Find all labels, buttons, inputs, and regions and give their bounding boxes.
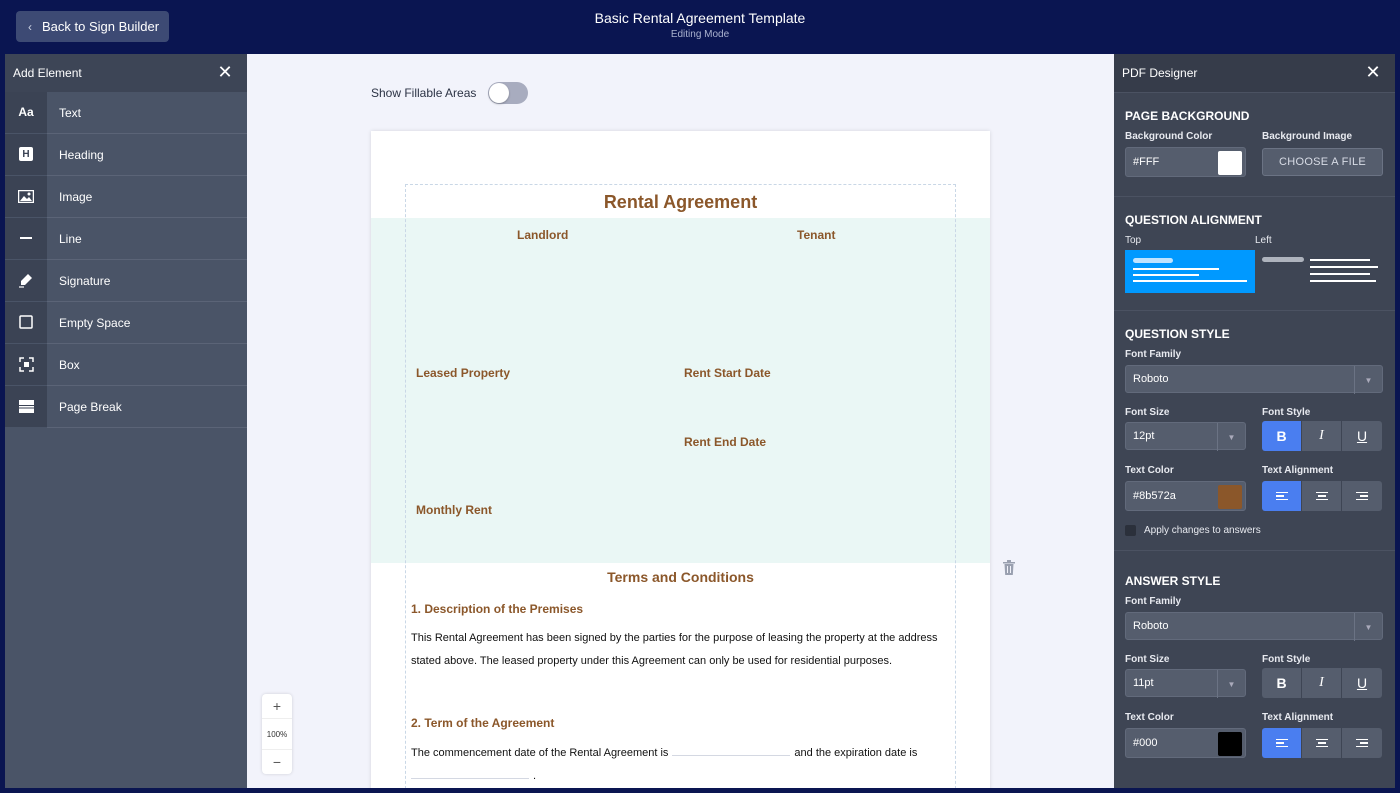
question-alignment-section (1114, 196, 1395, 310)
document-page (371, 131, 990, 788)
a-text-align-group (1262, 728, 1382, 758)
close-add-element-icon[interactable]: ✕ (217, 62, 233, 82)
pdf-designer-panel (1114, 54, 1395, 788)
q-font-size-value: 12pt (1133, 430, 1155, 442)
apply-to-answers-row (1125, 525, 1261, 536)
box-icon (5, 344, 47, 386)
a-text-color-swatch[interactable] (1218, 732, 1242, 756)
zoom-level: 100% (262, 718, 292, 750)
trash-icon[interactable] (1002, 560, 1016, 576)
section-1-title[interactable]: 1. Description of the Premises (411, 602, 584, 616)
leased-property-label[interactable]: Leased Property (416, 366, 511, 380)
page-title: Basic Rental Agreement Template (594, 10, 806, 26)
choose-file-button[interactable]: CHOOSE A FILE (1262, 148, 1383, 176)
a-font-style-label: Font Style (1262, 654, 1311, 665)
chevron-down-icon: ▼ (1217, 670, 1245, 698)
q-text-align-label: Text Alignment (1262, 465, 1334, 476)
q-font-family-value: Roboto (1133, 373, 1169, 385)
section-2-text-b: and the expiration date is (794, 747, 918, 759)
element-item-label: Image (59, 189, 93, 204)
element-item-empty-space[interactable] (5, 302, 247, 344)
bg-color-label: Background Color (1125, 131, 1213, 142)
image-icon (5, 176, 47, 218)
q-text-color-swatch[interactable] (1218, 485, 1242, 509)
question-style-title: QUESTION STYLE (1125, 327, 1230, 341)
a-font-family-label: Font Family (1125, 596, 1182, 607)
element-item-signature[interactable] (5, 260, 247, 302)
q-bold-button[interactable]: B (1262, 421, 1302, 451)
q-align-left-button[interactable] (1262, 481, 1302, 511)
apply-to-answers-label: Apply changes to answers (1144, 525, 1261, 536)
monthly-rent-label[interactable]: Monthly Rent (416, 503, 492, 517)
align-left-option[interactable] (1259, 252, 1384, 292)
chevron-down-icon: ▼ (1217, 423, 1245, 451)
zoom-control (262, 694, 292, 774)
signature-icon (5, 260, 47, 302)
q-font-family-label: Font Family (1125, 349, 1182, 360)
q-font-size-select[interactable] (1125, 422, 1246, 450)
pdf-designer-title: PDF Designer (1122, 66, 1198, 80)
q-text-color-input[interactable] (1125, 481, 1246, 511)
a-bold-button[interactable]: B (1262, 668, 1302, 698)
element-item-text[interactable] (5, 92, 247, 134)
back-to-sign-builder-button[interactable] (16, 11, 169, 42)
q-text-align-group (1262, 481, 1382, 511)
landlord-label[interactable]: Landlord (517, 228, 569, 242)
fillable-areas-toggle-row (371, 82, 528, 104)
fillable-areas-label: Show Fillable Areas (371, 86, 477, 100)
q-font-style-label: Font Style (1262, 407, 1311, 418)
q-font-family-select[interactable] (1125, 365, 1383, 393)
q-font-style-group (1262, 421, 1382, 451)
chevron-down-icon: ▼ (1354, 366, 1382, 394)
align-center-icon (1316, 739, 1328, 748)
add-element-title: Add Element (13, 66, 82, 80)
toggle-knob (489, 83, 509, 103)
page-break-icon (5, 386, 47, 428)
a-text-color-label: Text Color (1125, 712, 1174, 723)
question-alignment-title: QUESTION ALIGNMENT (1125, 213, 1262, 227)
element-item-heading[interactable] (5, 134, 247, 176)
a-align-center-button[interactable] (1302, 728, 1342, 758)
element-item-label: Page Break (59, 399, 122, 414)
zoom-in-button[interactable]: + (272, 698, 282, 714)
element-item-label: Text (59, 105, 82, 120)
a-font-style-group (1262, 668, 1382, 698)
chevron-down-icon: ▼ (1354, 613, 1382, 641)
q-text-color-value: #8b572a (1133, 490, 1176, 502)
a-font-family-value: Roboto (1133, 620, 1169, 632)
answer-style-section (1114, 550, 1395, 788)
rent-start-date-label[interactable]: Rent Start Date (684, 366, 771, 380)
bg-image-label: Background Image (1262, 131, 1353, 142)
a-underline-button[interactable]: U (1342, 668, 1382, 698)
a-font-family-select[interactable] (1125, 612, 1383, 640)
section-2-text[interactable]: The commencement date of the Rental Agreement is and the expiration date is . (411, 747, 918, 782)
align-center-icon (1316, 492, 1328, 501)
align-top-preview-icon (1125, 250, 1255, 293)
back-button-label: Back to Sign Builder (42, 19, 160, 34)
question-style-section (1114, 310, 1395, 550)
pdf-designer-header (1114, 54, 1395, 92)
align-top-label: Top (1125, 235, 1142, 246)
q-italic-button[interactable]: I (1302, 421, 1342, 451)
document-canvas (247, 54, 1114, 788)
add-element-header (5, 54, 247, 92)
element-item-label: Box (59, 357, 80, 372)
rent-end-date-label[interactable]: Rent End Date (684, 435, 767, 449)
align-left-icon (1276, 492, 1288, 501)
heading-icon (5, 134, 47, 176)
q-text-color-label: Text Color (1125, 465, 1174, 476)
page-background-section (1114, 92, 1395, 196)
top-bar (0, 0, 1400, 54)
answer-style-title: ANSWER STYLE (1125, 574, 1221, 588)
bg-color-swatch[interactable] (1218, 151, 1242, 175)
empty-space-icon (5, 302, 47, 344)
element-item-box[interactable] (5, 344, 247, 386)
a-italic-button[interactable]: I (1302, 668, 1342, 698)
q-align-right-button[interactable] (1342, 481, 1382, 511)
heading-glyph: H (19, 147, 33, 161)
element-item-line[interactable] (5, 218, 247, 260)
expiration-date-blank[interactable] (411, 769, 529, 779)
line-icon (5, 218, 47, 260)
section-2-text-a: The commencement date of the Rental Agreement is (411, 747, 669, 759)
align-right-icon (1356, 492, 1368, 501)
align-top-option[interactable] (1125, 250, 1255, 293)
apply-to-answers-checkbox[interactable] (1125, 525, 1136, 536)
element-item-label: Empty Space (59, 315, 131, 330)
chevron-left-icon: ‹ (28, 19, 32, 34)
bg-color-input[interactable] (1125, 147, 1246, 177)
a-text-align-label: Text Alignment (1262, 712, 1334, 723)
element-item-label: Heading (59, 147, 104, 162)
q-align-center-button[interactable] (1302, 481, 1342, 511)
a-text-color-value: #000 (1133, 737, 1158, 749)
element-item-label: Signature (59, 273, 111, 288)
text-icon: Aa (5, 92, 47, 134)
page-title-area (500, 10, 900, 40)
commencement-date-blank[interactable] (672, 746, 790, 756)
page-background-title: PAGE BACKGROUND (1125, 109, 1250, 123)
tenant-label[interactable]: Tenant (797, 228, 836, 242)
bg-color-value: #FFF (1133, 156, 1160, 168)
add-element-panel (5, 54, 247, 788)
a-align-right-button[interactable] (1342, 728, 1382, 758)
a-font-size-select[interactable] (1125, 669, 1246, 697)
page-subtitle: Editing Mode (670, 29, 730, 40)
q-underline-button[interactable]: U (1342, 421, 1382, 451)
element-item-label: Line (59, 231, 82, 246)
close-pdf-designer-icon[interactable]: ✕ (1365, 62, 1381, 82)
section-2-title[interactable]: 2. Term of the Agreement (411, 716, 555, 730)
a-font-size-label: Font Size (1125, 654, 1170, 665)
q-font-size-label: Font Size (1125, 407, 1170, 418)
document-title[interactable]: Rental Agreement (603, 192, 758, 212)
a-text-color-input[interactable] (1125, 728, 1246, 758)
a-font-size-value: 11pt (1133, 677, 1154, 689)
element-item-image[interactable] (5, 176, 247, 218)
align-left-label: Left (1255, 235, 1272, 246)
terms-title[interactable]: Terms and Conditions (607, 569, 754, 585)
align-left-icon (1276, 739, 1288, 748)
zoom-out-button[interactable]: − (272, 754, 282, 770)
a-align-left-button[interactable] (1262, 728, 1302, 758)
fillable-areas-toggle[interactable] (488, 82, 528, 104)
align-right-icon (1356, 739, 1368, 748)
section-1-text[interactable]: This Rental Agreement has been signed by the parties for the purpose of leasing the property at the address stated above. The leased property under this Agreement can only be used for residential purposes. (411, 632, 938, 667)
element-item-page-break[interactable] (5, 386, 247, 428)
align-left-preview-icon (1259, 252, 1384, 292)
